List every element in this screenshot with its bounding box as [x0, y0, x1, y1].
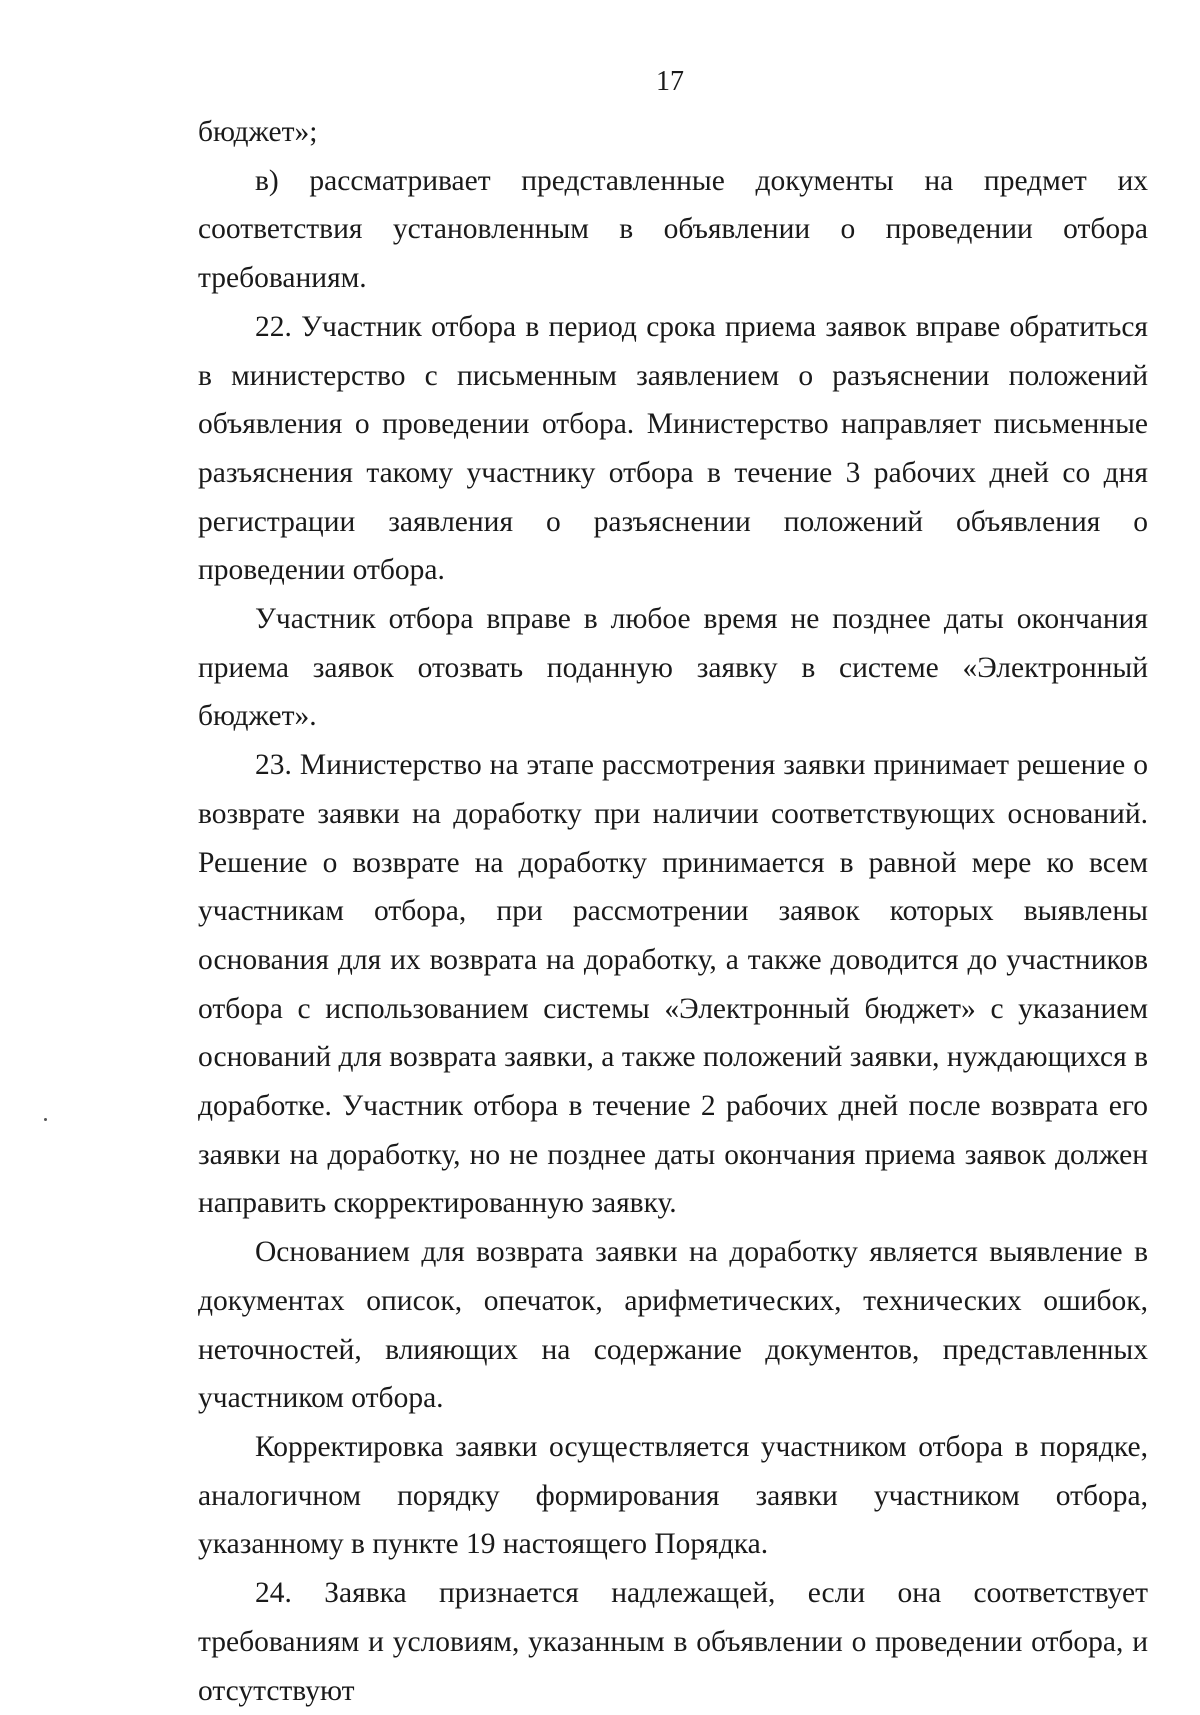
paragraph-clause-24: 24. Заявка признается надлежащей, если она соответствует требованиям и условиям, указанным в объявлении о проведении отбора, и отсутствуют [198, 1577, 1148, 1707]
document-body [198, 108, 1148, 1715]
paragraph-clause-22: 22. Участник отбора в период срока приема заявок вправе обратиться в министерство с письменным заявлением о разъяснении положений объявления о проведении отбора. Министерство направляет письменные разъяснения такому участнику отбора в течение 3 рабочих дней со дня регистрации заявления о разъяснении положений объявления о проведении отбора. [198, 310, 1148, 587]
page-number: 17 [656, 66, 684, 97]
paragraph-withdrawal: Участник отбора вправе в любое время не позднее даты окончания приема заявок отозвать поданную заявку в системе «Электронный бюджет». [198, 603, 1148, 733]
paragraph-item-v: в) рассматривает представленные документы на предмет их соответствия установленным в объявлении о проведении отбора требованиям. [198, 164, 1148, 295]
scan-speck [44, 1118, 47, 1121]
paragraph-return-grounds: Основанием для возврата заявки на доработку является выявление в документах описок, опечаток, арифметических, технических ошибок, неточностей, влияющих на содержание документов, представленных участником отбора. [198, 1236, 1148, 1415]
paragraph-correction: Корректировка заявки осуществляется участником отбора в порядке, аналогичном порядку формирования заявки участником отбора, указанному в пункте 19 настоящего Порядка. [198, 1430, 1148, 1561]
paragraph-clause-23: 23. Министерство на этапе рассмотрения заявки принимает решение о возврате заявки на доработку при наличии соответствующих оснований. Решение о возврате на доработку принимается в равной мере ко всем участникам отбора, при рассмотрении заявок которых выявлены основания для их возврата на доработку, а также доводится до участников отбора с использованием системы «Электронный бюджет» с указанием оснований для возврата заявки, а также положений заявки, нуждающихся в доработке. Участник отбора в течение 2 рабочих дней после возврата его заявки на доработку, но не позднее даты окончания приема заявок должен направить скорректированную заявку. [198, 749, 1148, 1220]
paragraph-budget-continuation: бюджет»; [198, 116, 318, 148]
